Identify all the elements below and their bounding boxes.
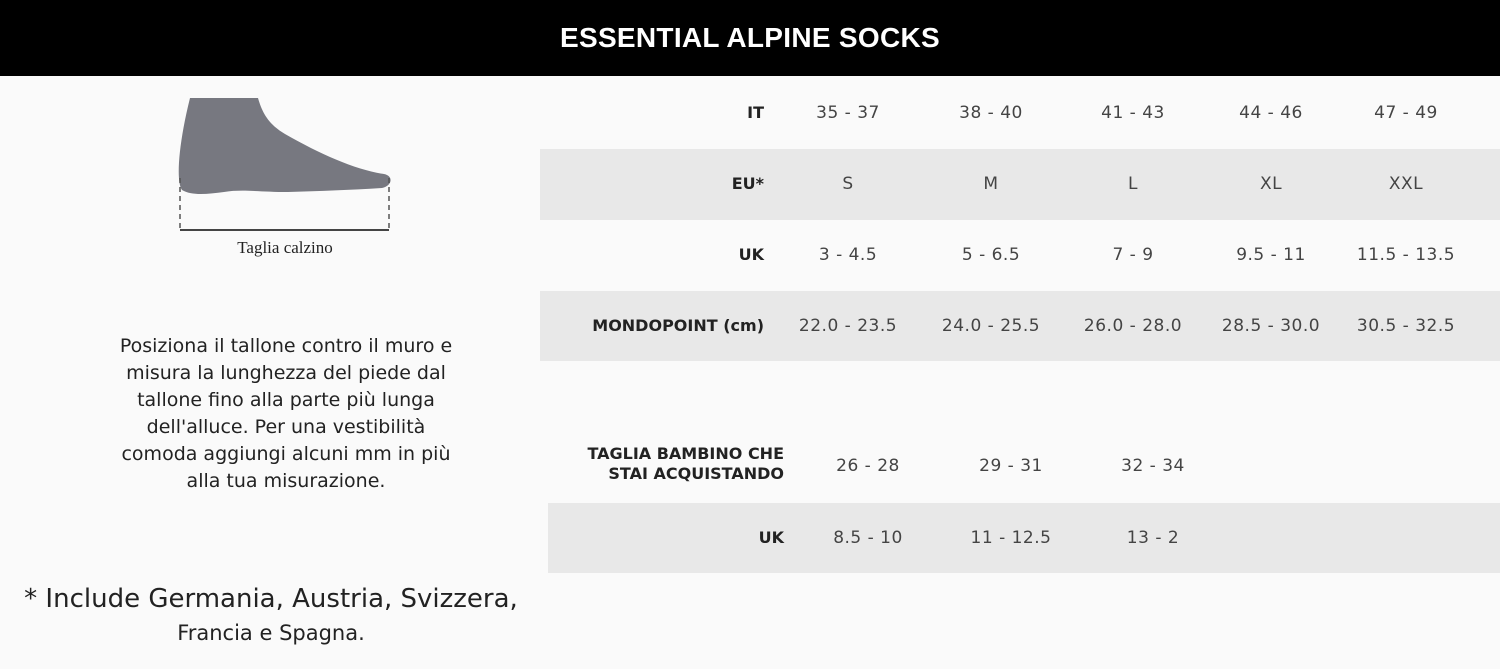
cell-kids-uk-3: 13 - 2 <box>1126 528 1180 548</box>
cell-mondopoint-3: 26.0 - 28.0 <box>1083 316 1183 336</box>
cell-eu-3: L <box>1128 174 1138 194</box>
cell-it-2: 38 - 40 <box>959 103 1023 123</box>
kids-label-line-1: TAGLIA BAMBINO CHE <box>587 444 784 463</box>
cell-kids-3: 32 - 34 <box>1121 456 1185 476</box>
footnote-line-1: * Include Germania, Austria, Svizzera, <box>24 584 518 614</box>
cell-uk-4: 9.5 - 11 <box>1236 245 1306 265</box>
instruction-line: dell'alluce. Per una vestibilità <box>146 416 426 438</box>
cell-mondopoint-5: 30.5 - 32.5 <box>1356 316 1456 336</box>
instruction-line: misura la lunghezza del piede dal <box>126 362 446 384</box>
cell-it-4: 44 - 46 <box>1239 103 1303 123</box>
row-label-kids-uk: UK <box>758 528 784 547</box>
cell-uk-5: 11.5 - 13.5 <box>1356 245 1456 265</box>
foot-measure-figure <box>170 96 400 266</box>
cell-uk-3: 7 - 9 <box>1112 245 1154 265</box>
footnote-line-2: Francia e Spagna. <box>177 621 365 645</box>
row-label-mondopoint: MONDOPOINT (cm) <box>592 316 764 335</box>
cell-mondopoint-2: 24.0 - 25.5 <box>941 316 1041 336</box>
cell-eu-1: S <box>842 174 854 194</box>
cell-kids-2: 29 - 31 <box>979 456 1043 476</box>
cell-uk-2: 5 - 6.5 <box>961 245 1021 265</box>
cell-it-3: 41 - 43 <box>1101 103 1165 123</box>
row-label-eu: EU* <box>731 174 764 193</box>
instruction-line: alla tua misurazione. <box>186 470 386 492</box>
page-header <box>0 0 1500 76</box>
figure-caption: Taglia calzino <box>237 238 333 257</box>
instruction-line: tallone fino alla parte più lunga <box>137 389 435 411</box>
cell-mondopoint-1: 22.0 - 23.5 <box>798 316 898 336</box>
cell-it-5: 47 - 49 <box>1374 103 1438 123</box>
row-label-uk: UK <box>738 245 764 264</box>
foot-icon <box>170 96 400 236</box>
instruction-line: Posiziona il tallone contro il muro e <box>119 335 453 357</box>
page-title: ESSENTIAL ALPINE SOCKS <box>560 22 940 53</box>
cell-kids-1: 26 - 28 <box>836 456 900 476</box>
cell-eu-5: XXL <box>1388 174 1424 194</box>
cell-mondopoint-4: 28.5 - 30.0 <box>1221 316 1321 336</box>
row-label-it: IT <box>747 103 764 122</box>
kids-label-line-2: STAI ACQUISTANDO <box>608 464 784 483</box>
measure-instructions <box>70 333 502 495</box>
footnote <box>10 582 532 650</box>
instruction-line: comoda aggiungi alcuni mm in più <box>121 443 451 465</box>
cell-eu-2: M <box>983 174 999 194</box>
cell-kids-uk-1: 8.5 - 10 <box>833 528 903 548</box>
cell-eu-4: XL <box>1259 174 1283 194</box>
cell-kids-uk-2: 11 - 12.5 <box>970 528 1052 548</box>
row-label-kids-size <box>556 444 784 484</box>
cell-uk-1: 3 - 4.5 <box>818 245 878 265</box>
cell-it-1: 35 - 37 <box>816 103 880 123</box>
